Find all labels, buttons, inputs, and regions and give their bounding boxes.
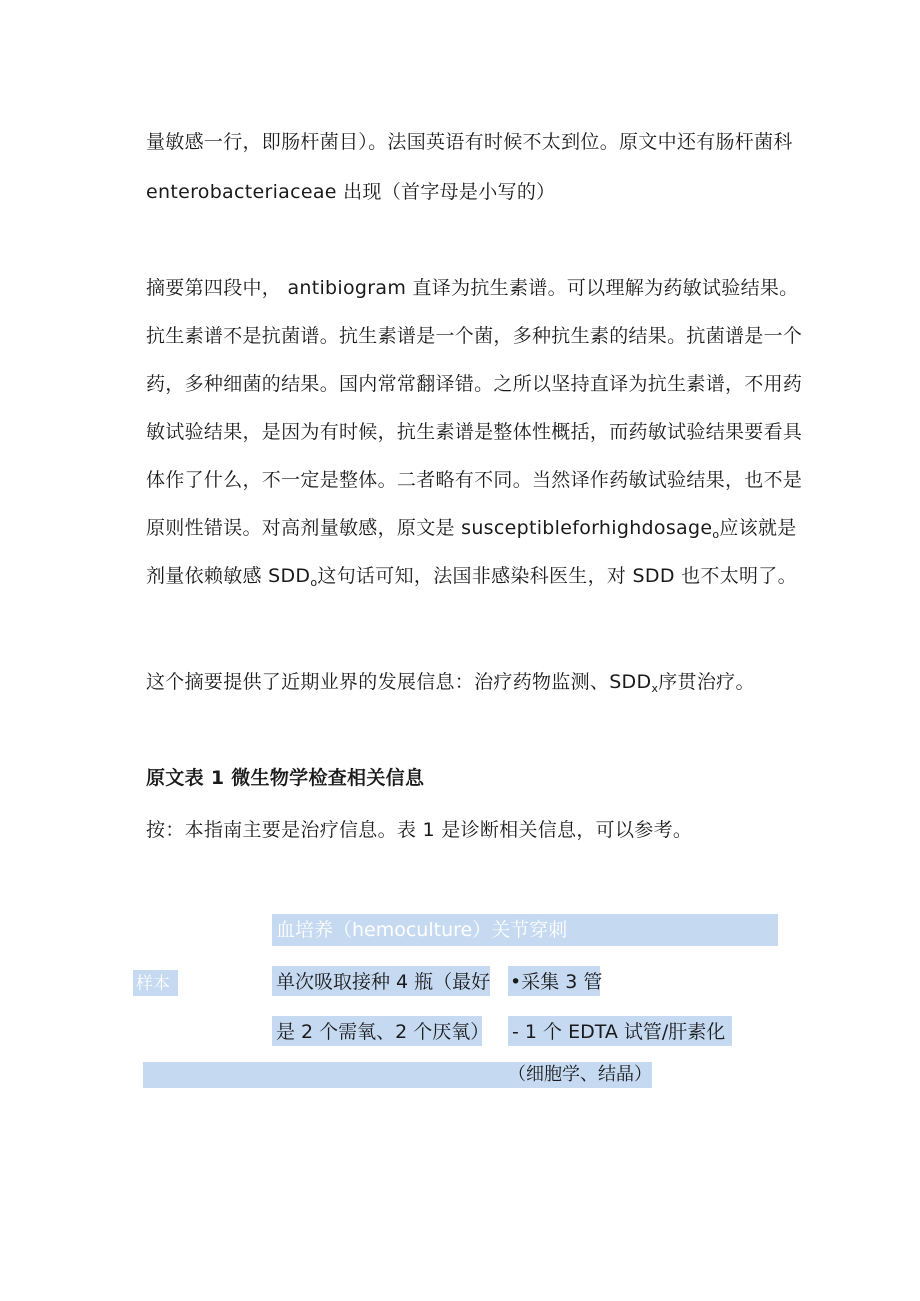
paragraph-text: 应该就是	[719, 517, 797, 539]
paragraph-text: 这句话可知，法国非感染科医生，对 SDD 也不太明了。	[317, 565, 797, 587]
paragraph-line: 敏试验结果，是因为有时候，抗生素谱是整体性概括，而药敏试验结果要看具	[146, 421, 803, 443]
subscript: o	[712, 528, 720, 541]
paragraph-text: 序贯治疗。	[658, 671, 755, 693]
paragraph-line: 体作了什么，不一定是整体。二者略有不同。当然译作药敏试验结果，也不是	[146, 469, 803, 491]
paragraph-text: 剂量依赖敏感 SDD	[146, 565, 311, 587]
table-cell: 是 2 个需氧、2 个厌氧）	[276, 1021, 490, 1043]
table-cell: （细胞学、结晶）	[508, 1064, 652, 1085]
subscript: o	[310, 576, 318, 589]
paragraph-line	[146, 516, 797, 547]
paragraph-line: 摘要第四段中， antibiogram 直译为抗生素谱。可以理解为药敏试验结果。	[146, 277, 799, 299]
paragraph-text: 这个摘要提供了近期业界的发展信息：治疗药物监测、SDD	[146, 671, 652, 693]
paragraph-line: 药，多种细菌的结果。国内常常翻译错。之所以坚持直译为抗生素谱，不用药	[146, 373, 803, 395]
table-header: 血培养（hemoculture）关节穿刺	[276, 919, 568, 941]
paragraph-line	[146, 670, 755, 701]
table-cell: - 1 个 EDTA 试管/肝素化	[512, 1021, 726, 1043]
table-cell: •采集 3 管	[510, 971, 603, 993]
paragraph-line: 量敏感一行，即肠杆菌目）。法国英语有时候不太到位。原文中还有肠杆菌科	[146, 131, 793, 153]
row-label: 样本	[136, 974, 170, 994]
paragraph-line: enterobacteriaceae 出现（首字母是小写的）	[146, 181, 556, 203]
subscript: x	[651, 682, 659, 695]
paragraph-line	[146, 564, 797, 595]
section-title: 原文表 1 微生物学检查相关信息	[146, 767, 425, 789]
paragraph-text: 原则性错误。对高剂量敏感，原文是 susceptibleforhighdosage	[146, 517, 713, 539]
paragraph-line: 抗生素谱不是抗菌谱。抗生素谱是一个菌，多种抗生素的结果。抗菌谱是一个	[146, 325, 803, 347]
section-note: 按：本指南主要是治疗信息。表 1 是诊断相关信息，可以参考。	[146, 819, 693, 841]
table-cell: 单次吸取接种 4 瓶（最好	[276, 971, 491, 993]
